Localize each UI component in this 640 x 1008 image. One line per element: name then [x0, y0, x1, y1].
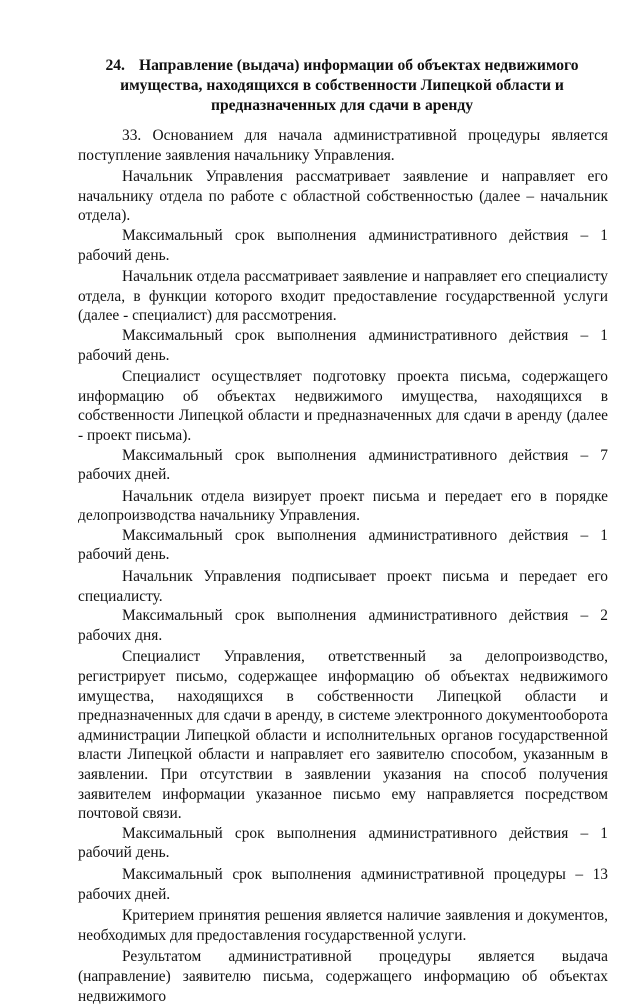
paragraph-draft-letter: Специалист осуществляет подготовку проекта письма, содержащего информацию об объектах недвижимого имущества, находящихся в собственности Липецкой области и предназначенных для сдачи в аренду (далее - проект письма). [78, 368, 608, 444]
paragraph-endorse: Начальник отдела визирует проект письма и передает его в порядке делопроизводства начальнику Управления. [78, 487, 608, 525]
paragraph-deadline: Максимальный срок выполнения административного действия – 1 рабочий день. [78, 526, 608, 564]
paragraph-deadline: Максимальный срок выполнения административного действия – 1 рабочий день. [78, 326, 608, 364]
paragraph-head-review: Начальник Управления рассматривает заявление и направляет его начальнику отдела по работе с областной собственностью (далее – начальник отдела). [78, 168, 608, 225]
paragraph-deadline: Максимальный срок выполнения административного действия – 1 рабочий день. [78, 824, 608, 862]
paragraph-basis: 33. Основанием для начала административной процедуры является поступление заявления начальнику Управления. [78, 127, 608, 164]
paragraph-dept-head-review: Начальник отдела рассматривает заявление и направляет его специалисту отдела, в функции которого входит предоставление государственной услуги (далее - специалист) для рассмотрения. [78, 268, 608, 325]
document-body [78, 126, 608, 1008]
paragraph-total-deadline: Максимальный срок выполнения административной процедуры – 13 рабочих дней. [78, 865, 608, 903]
section-heading [92, 56, 592, 116]
section-number: 24. [105, 57, 125, 74]
paragraph-register-send: Специалист Управления, ответственный за делопроизводство, регистрирует письмо, содержащее информацию об объектах недвижимого имущества, находящихся в собственности Липецкой области и предназначенных для сдачи в аренду, в системе электронного документооборота администрации Липецкой области и исполнительных органов государственной власти Липецкой области и направляет его заявителю способом, указанным в заявлении. При отсутствии в заявлении указания на способ получения заявителем информации указанное письмо ему направляется посредством почтовой связи. [78, 648, 608, 823]
paragraph-deadline: Максимальный срок выполнения административного действия – 2 рабочих дня. [78, 607, 608, 644]
paragraph-sign: Начальник Управления подписывает проект письма и передает его специалисту. [78, 568, 608, 605]
paragraph-criterion: Критерием принятия решения является наличие заявления и документов, необходимых для предоставления государственной услуги. [78, 907, 608, 944]
paragraph-result: Результатом административной процедуры является выдача (направление) заявителю письма, содержащего информацию об объектах недвижимого [78, 948, 608, 1005]
section-title: Направление (выдача) информации об объектах недвижимого имущества, находящихся в собственности Липецкой области и предназначенных для сдачи в аренду [120, 57, 579, 114]
paragraph-deadline: Максимальный срок выполнения административного действия – 7 рабочих дней. [78, 446, 608, 484]
paragraph-deadline: Максимальный срок выполнения административного действия – 1 рабочий день. [78, 226, 608, 264]
